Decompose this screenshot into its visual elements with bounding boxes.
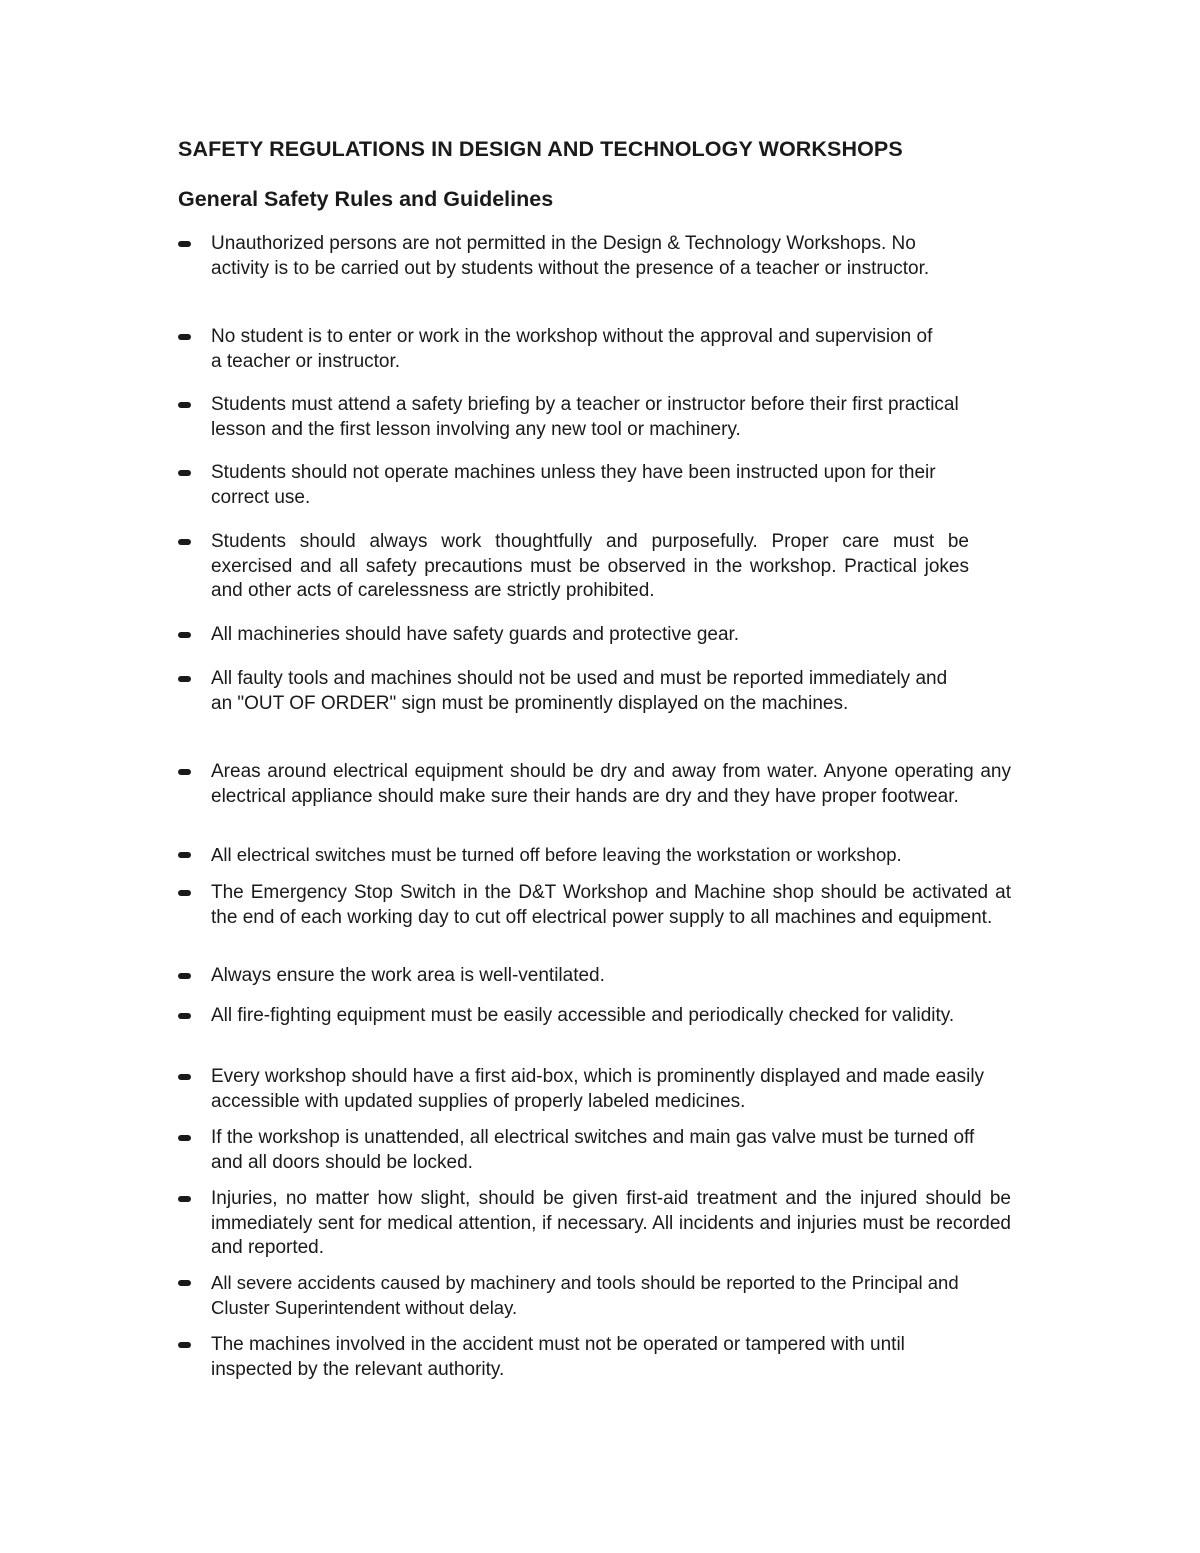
rule-text: If the workshop is unattended, all electrical switches and main gas valve must be turned off and all doors should be locked. [211, 1127, 975, 1173]
rule-item [211, 843, 1011, 868]
rule-item [211, 964, 971, 989]
rule-text: All machineries should have safety guards and protective gear. [211, 624, 740, 645]
rule-text: Unauthorized persons are not permitted in the Design & Technology Workshops. No activity is to be carried out by students without the presence of a teacher or instructor. [211, 233, 930, 279]
rule-text: Areas around electrical equipment should be dry and away from water. Anyone operating any electrical appliance should make sure their hands are dry and they have proper footwear. [211, 761, 1011, 807]
rule-text: All fire-fighting equipment must be easily accessible and periodically checked for validity. [211, 1005, 955, 1026]
rule-text: Every workshop should have a first aid-box, which is prominently displayed and made easily accessible with updated supplies of properly labeled medicines. [211, 1066, 985, 1112]
rule-item [211, 232, 951, 281]
bullet-icon [178, 769, 191, 775]
section-heading: General Safety Rules and Guidelines [178, 187, 554, 211]
bullet-icon [178, 973, 191, 979]
bullet-icon [178, 1342, 191, 1348]
rule-item [211, 325, 941, 374]
rule-item [211, 1065, 986, 1114]
rule-text: Always ensure the work area is well-ventilated. [211, 965, 605, 986]
rule-item [211, 881, 1011, 930]
bullet-icon [178, 334, 191, 340]
bullet-icon [178, 632, 191, 638]
bullet-icon [178, 402, 191, 408]
rule-text: Students must attend a safety briefing by a teacher or instructor before their first practical lesson and the first lesson involving any new tool or machinery. [211, 394, 959, 440]
bullet-icon [178, 890, 191, 896]
rule-item [211, 760, 1011, 809]
rule-item [211, 393, 981, 442]
rule-text: No student is to enter or work in the workshop without the approval and supervision of a teacher or instructor. [211, 326, 933, 372]
rule-item [211, 1004, 986, 1029]
rule-text: Injuries, no matter how slight, should be given first-aid treatment and the injured should be immediately sent for medical attention, if necessary. All incidents and injuries must be recorded and reported. [211, 1188, 1011, 1258]
rule-text: All severe accidents caused by machinery and tools should be reported to the Principal and Cluster Superintendent without delay. [211, 1272, 959, 1318]
rule-item [211, 1187, 1011, 1261]
bullet-icon [178, 1196, 191, 1202]
bullet-icon [178, 241, 191, 247]
rule-item [211, 623, 971, 648]
bullet-icon [178, 852, 191, 858]
bullet-icon [178, 1135, 191, 1141]
rule-text: Students should not operate machines unless they have been instructed upon for their correct use. [211, 462, 936, 508]
rule-item [211, 530, 969, 604]
bullet-icon [178, 470, 191, 476]
rule-item [211, 1271, 986, 1320]
rule-text: All faulty tools and machines should not be used and must be reported immediately and an "OUT OF ORDER" sign must be prominently displayed on the machines. [211, 668, 948, 714]
bullet-icon [178, 1280, 191, 1286]
rule-item [211, 1333, 986, 1382]
rule-text: The machines involved in the accident must not be operated or tampered with until inspected by the relevant authority. [211, 1334, 905, 1380]
document-title: SAFETY REGULATIONS IN DESIGN AND TECHNOLOGY WORKSHOPS [178, 137, 903, 161]
rule-item [211, 667, 971, 716]
bullet-icon [178, 676, 191, 682]
rule-text: The Emergency Stop Switch in the D&T Workshop and Machine shop should be activated at the end of each working day to cut off electrical power supply to all machines and equipment. [211, 882, 1011, 928]
rule-item [211, 461, 956, 510]
rule-item [211, 1126, 986, 1175]
rule-text: Students should always work thoughtfully and purposefully. Proper care must be exercised and all safety precautions must be observed in the workshop. Practical jokes and other acts of carelessness are strictly prohibited. [211, 531, 969, 601]
bullet-icon [178, 1013, 191, 1019]
bullet-icon [178, 539, 191, 545]
bullet-icon [178, 1074, 191, 1080]
rule-text: All electrical switches must be turned off before leaving the workstation or workshop. [211, 844, 902, 865]
